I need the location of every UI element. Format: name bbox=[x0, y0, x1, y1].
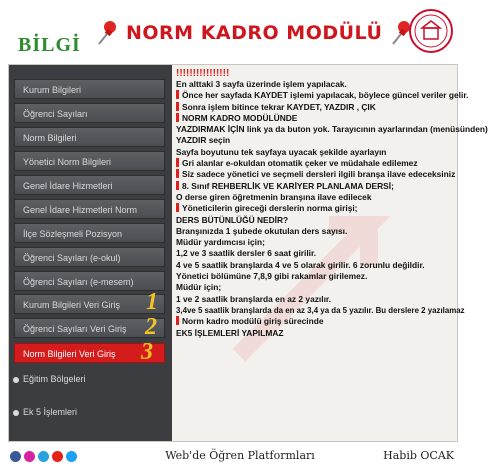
sidebar-item-kurum-veri-giris[interactable]: Kurum Bilgileri Veri Giriş bbox=[14, 294, 165, 314]
instruction-line: Müdür yardımcısı için; bbox=[176, 237, 265, 248]
instructions-content bbox=[176, 68, 488, 439]
youtube-icon[interactable] bbox=[52, 451, 63, 462]
instruction-line: YAZDIRMAK İÇİN link ya da buton yok. Tarayıcının ayarlarından (menüsünden) bbox=[176, 124, 488, 135]
page-title: NORM KADRO MODÜLÜ bbox=[126, 22, 383, 44]
sidebar-item-ilce-sozlesmeli[interactable]: İlçe Sözleşmeli Pozisyon bbox=[14, 223, 165, 243]
sidebar-item-norm-veri-giris[interactable]: Norm Bilgileri Veri Giriş bbox=[14, 343, 165, 363]
instagram-icon[interactable] bbox=[24, 451, 35, 462]
sidebar-item-ogrenci-eokul[interactable]: Öğrenci Sayıları (e-okul) bbox=[14, 247, 165, 267]
instruction-line: Sonra işlem bitince tekrar KAYDET, YAZDIR , ÇIK bbox=[176, 102, 454, 113]
footer bbox=[0, 444, 464, 469]
screenshot-panel bbox=[8, 64, 488, 442]
instruction-line: Yönetici bölümüne 7,8,9 gibi rakamlar girilemez. bbox=[176, 271, 368, 282]
pushpin-icon bbox=[96, 20, 118, 46]
step-number-1: 1 bbox=[146, 289, 158, 315]
sidebar-section-egitim-bolgeleri[interactable] bbox=[13, 372, 86, 386]
sidebar bbox=[9, 65, 172, 441]
instruction-line: Norm kadro modülü giriş sürecinde bbox=[176, 316, 454, 327]
warning-mark-icon bbox=[176, 203, 179, 212]
sidebar-item-ogrenci-emesem[interactable]: Öğrenci Sayıları (e-mesem) bbox=[14, 271, 165, 291]
warning-mark-icon bbox=[176, 169, 179, 178]
footer-author: Habib OCAK bbox=[383, 449, 454, 462]
warning-mark-icon bbox=[176, 316, 179, 325]
sidebar-item-ogrenci-sayilari[interactable]: Öğrenci Sayıları bbox=[14, 103, 165, 123]
instruction-line: Gri alanlar e-okuldan otomatik çeker ve müdahale edilemez bbox=[176, 158, 454, 169]
instruction-line: En alttaki 3 sayfa üzerinde işlem yapılacak. bbox=[176, 79, 347, 89]
instruction-line: Sayfa boyutunu tek sayfaya uyacak şekilde ayarlayın bbox=[176, 146, 387, 157]
facebook-icon[interactable] bbox=[10, 451, 21, 462]
section-label: Eğitim Bölgeleri bbox=[23, 374, 86, 384]
warning-mark-icon bbox=[176, 90, 179, 99]
footer-platform-name: Web'de Öğren Platformları bbox=[165, 449, 315, 462]
instruction-line: EK5 İŞLEMLERİ YAPILMAZ bbox=[176, 327, 284, 338]
instruction-line: 1,2 ve 3 saatlik dersler 6 saat girilir. bbox=[176, 248, 317, 259]
instruction-line: Yöneticilerin gireceği derslerin norma girişi; bbox=[176, 203, 454, 214]
instruction-line: Müdür için; bbox=[176, 282, 222, 293]
sidebar-item-genel-idare[interactable]: Genel İdare Hizmetleri bbox=[14, 175, 165, 195]
instruction-line: DERS BÜTÜNLÜĞÜ NEDİR? bbox=[176, 214, 289, 225]
warning-mark-icon bbox=[176, 181, 179, 190]
expand-icon bbox=[13, 377, 19, 383]
sidebar-item-kurum-bilgileri[interactable]: Kurum Bilgileri bbox=[14, 79, 165, 99]
instruction-line: 3,4ve 5 saatlik branşlarda da en az 3,4 ya da 5 yazılır. Bu derslere 2 yazılamaz bbox=[176, 305, 465, 315]
instruction-line: 4 ve 5 saatlik branşlarda 4 ve 5 olarak girilir. 6 zorunlu değildir. bbox=[176, 259, 425, 270]
sidebar-item-norm-bilgileri[interactable]: Norm Bilgileri bbox=[14, 127, 165, 147]
step-number-2: 2 bbox=[145, 314, 157, 340]
instruction-line: YAZDIR seçin bbox=[176, 135, 231, 146]
instruction-line: Siz sadece yönetici ve seçmeli dersleri ilgili branşa ilave edeceksiniz bbox=[176, 169, 454, 180]
instruction-line: 8. Sınıf REHBERLİK VE KARİYER PLANLAMA DERSİ; bbox=[176, 181, 454, 192]
twitter-icon[interactable] bbox=[66, 451, 77, 462]
instruction-line: NORM KADRO MODÜLÜNDE bbox=[176, 113, 454, 124]
instruction-line: 1 ve 2 saatlik branşlarda en az 2 yazılır. bbox=[176, 293, 332, 304]
sidebar-item-genel-idare-norm[interactable]: Genel İdare Hizmetleri Norm bbox=[14, 199, 165, 219]
telegram-icon[interactable] bbox=[38, 451, 49, 462]
header-marks: !!!!!!!!!!!!!!!! bbox=[176, 68, 230, 79]
section-label: Ek 5 İşlemleri bbox=[23, 407, 78, 417]
meb-logo-icon bbox=[408, 8, 454, 54]
sidebar-item-yonetici-norm[interactable]: Yönetici Norm Bilgileri bbox=[14, 151, 165, 171]
bilgi-label: BİLGİ bbox=[18, 34, 81, 56]
header bbox=[0, 0, 464, 62]
title-bar bbox=[96, 18, 412, 48]
sidebar-item-ogrenci-veri-giris[interactable]: Öğrenci Sayıları Veri Giriş bbox=[14, 318, 165, 338]
social-icons bbox=[10, 451, 77, 462]
warning-mark-icon bbox=[176, 113, 179, 122]
expand-icon bbox=[13, 410, 19, 416]
step-number-3: 3 bbox=[141, 339, 153, 365]
instruction-line: Önce her sayfada KAYDET işlemi yapılacak, böylece güncel veriler gelir. bbox=[176, 90, 454, 101]
warning-mark-icon bbox=[176, 158, 179, 167]
sidebar-section-ek5-islemleri[interactable] bbox=[13, 405, 77, 419]
instruction-line: Branşınızda 1 şubede okutulan ders sayısı. bbox=[176, 225, 348, 236]
instruction-line: O derse giren öğretmenin branşına ilave edilecek bbox=[176, 191, 372, 202]
warning-mark-icon bbox=[176, 102, 179, 111]
